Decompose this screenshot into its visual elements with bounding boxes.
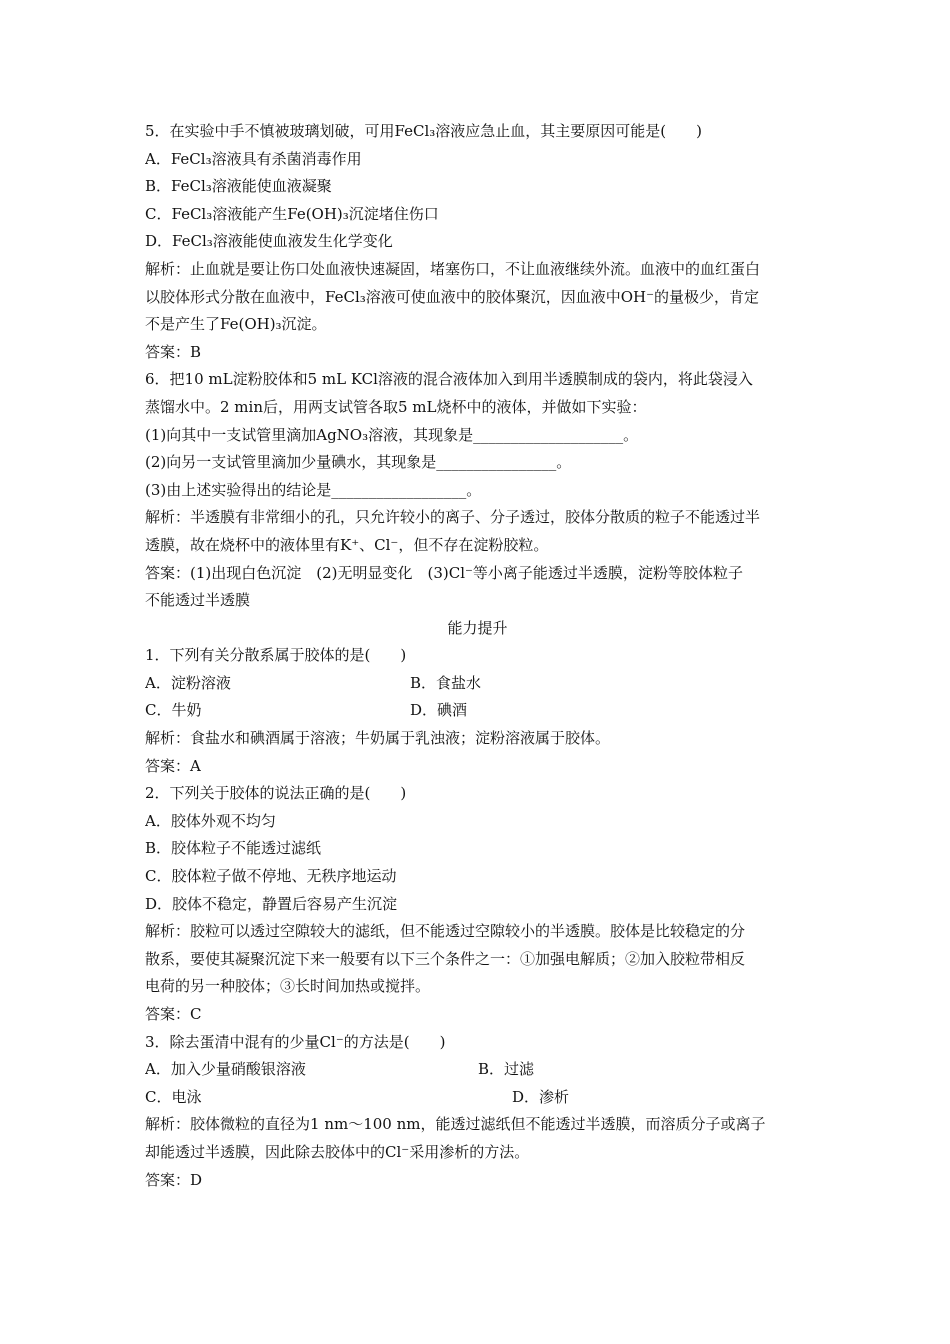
- ability-q2-option-b: B．胶体粒子不能透过滤纸: [145, 839, 322, 858]
- ability-q3-options-row-1: [145, 1056, 810, 1084]
- ability-q2-analysis-line-1: 解析：胶粒可以透过空隙较大的滤纸，但不能透过空隙较小的半透膜。胶体是比较稳定的分: [145, 922, 746, 941]
- q6-answer-line-2: 不能透过半透膜: [145, 591, 251, 610]
- ability-q2-answer: 答案：C: [145, 1005, 202, 1023]
- q5-option-d: D．FeCl₃溶液能使血液发生化学变化: [145, 232, 393, 251]
- q6-part-2: (2)向另一支试管里滴加少量碘水，其现象是________________。: [145, 453, 572, 472]
- ability-q1-option-a: A．淀粉溶液: [145, 673, 231, 692]
- ability-q1-option-c: C．牛奶: [145, 701, 202, 720]
- section-title: 能力提升: [447, 618, 508, 637]
- q5-stem: 5．在实验中手不慎被玻璃划破，可用FeCl₃溶液应急止血，其主要原因可能是( ): [145, 122, 703, 140]
- ability-q3-option-b: B．过滤: [478, 1060, 535, 1079]
- ability-q3-options-row-2: [145, 1084, 810, 1112]
- ability-q3-option-d: D．渗析: [512, 1087, 570, 1106]
- ability-q1-options-row-2: [145, 697, 810, 725]
- q6-answer-line-1: 答案：(1)出现白色沉淀 (2)无明显变化 (3)Cl⁻等小离子能透过半透膜，淀粉等胶体粒子: [145, 563, 743, 582]
- ability-q1-option-b: B．食盐水: [410, 673, 482, 692]
- q5-option-a: A．FeCl₃溶液具有杀菌消毒作用: [145, 149, 362, 168]
- ability-q1-analysis: 解析：食盐水和碘酒属于溶液；牛奶属于乳浊液；淀粉溶液属于胶体。: [145, 729, 611, 748]
- q6-part-3: (3)由上述实验得出的结论是__________________。: [145, 480, 482, 499]
- ability-q2-option-c: C．胶体粒子做不停地、无秩序地运动: [145, 867, 397, 886]
- q6-stem-line-1: 6．把10 mL淀粉胶体和5 mL KCl溶液的混合液体加入到用半透膜制成的袋内，将此袋浸入: [145, 370, 753, 389]
- ability-q3-analysis-line-1: 解析：胶体微粒的直径为1 nm～100 nm，能透过滤纸但不能透过半透膜，而溶质分子或离子: [145, 1115, 766, 1134]
- q6-analysis-line-2: 透膜，故在烧杯中的液体里有K⁺、Cl⁻，但不存在淀粉胶粒。: [145, 535, 549, 554]
- q5-analysis-line-3: 不是产生了Fe(OH)₃沉淀。: [145, 315, 327, 334]
- q6-part-1: (1)向其中一支试管里滴加AgNO₃溶液，其现象是____________________。: [145, 425, 639, 444]
- ability-q3-option-c: C．电泳: [145, 1087, 202, 1106]
- ability-q2-stem: 2．下列关于胶体的说法正确的是( ): [145, 784, 407, 803]
- q5-answer: 答案：B: [145, 342, 202, 361]
- q5-analysis-line-1: 解析：止血就是要让伤口处血液快速凝固，堵塞伤口，不让血液继续外流。血液中的血红蛋白: [145, 259, 761, 278]
- ability-q1-answer: 答案：A: [145, 756, 201, 775]
- ability-q2-option-a: A．胶体外观不均匀: [145, 811, 276, 830]
- q6-stem-line-2: 蒸馏水中。2 min后，用两支试管各取5 mL烧杯中的液体，并做如下实验：: [145, 397, 647, 416]
- ability-q2-option-d: D．胶体不稳定，静置后容易产生沉淀: [145, 894, 398, 913]
- q6-analysis-line-1: 解析：半透膜有非常细小的孔，只允许较小的离子、分子透过，胶体分散质的粒子不能透过半: [145, 508, 761, 527]
- ability-q3-option-a: A．加入少量硝酸银溶液: [145, 1060, 306, 1079]
- q5-option-b: B．FeCl₃溶液能使血液凝聚: [145, 177, 332, 196]
- ability-q3-analysis-line-2: 却能透过半透膜，因此除去胶体中的Cl⁻采用渗析的方法。: [145, 1142, 530, 1161]
- ability-q3-stem: 3．除去蛋清中混有的少量Cl⁻的方法是( ): [145, 1032, 446, 1051]
- ability-q1-option-d: D．碘酒: [410, 701, 468, 720]
- q5-option-c: C．FeCl₃溶液能产生Fe(OH)₃沉淀堵住伤口: [145, 204, 439, 223]
- ability-q2-analysis-line-2: 散系，要使其凝聚沉淀下来一般要有以下三个条件之一：①加强电解质；②加入胶粒带相反: [145, 949, 746, 968]
- q5-analysis-line-2: 以胶体形式分散在血液中，FeCl₃溶液可使血液中的胶体聚沉，因血液中OH⁻的量极少，肯定: [145, 287, 760, 306]
- document-content: [145, 118, 810, 1194]
- ability-q1-options-row-1: [145, 670, 810, 698]
- ability-q3-answer: 答案：D: [145, 1170, 203, 1189]
- ability-q2-analysis-line-3: 电荷的另一种胶体；③长时间加热或搅拌。: [145, 977, 431, 996]
- ability-q1-stem: 1．下列有关分散系属于胶体的是( ): [145, 646, 407, 665]
